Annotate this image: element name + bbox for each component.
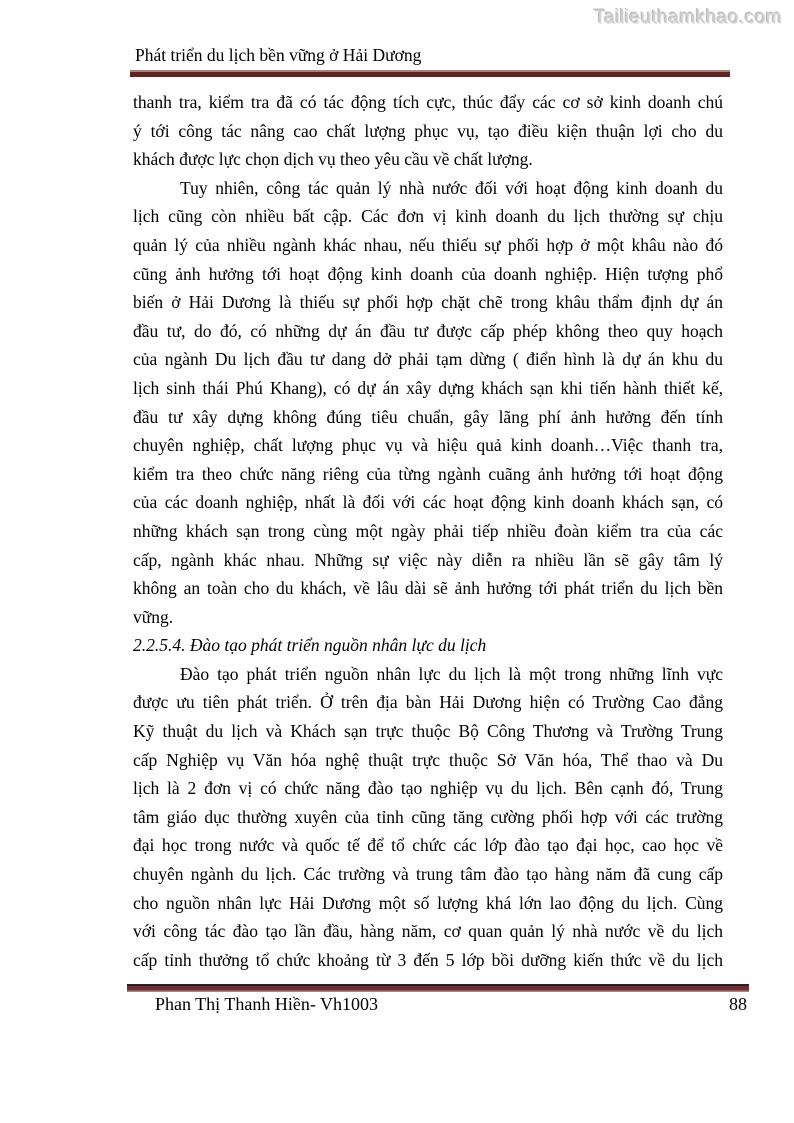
text-line: khách được lực chọn dịch vụ theo yêu cầu về chất lượng.: [133, 149, 533, 170]
text-line: đầu tư xây dựng không đúng tiêu chuẩn, gây lãng phí ảnh hưởng đến tính: [133, 406, 723, 427]
text-line: chuyên nghiệp, chất lượng phục vụ và hiệu quả kinh doanh…Việc thanh tra,: [133, 435, 723, 456]
text-line: thanh tra, kiểm tra đã có tác động tích cực, thúc đẩy các cơ sở kinh doanh chú: [133, 92, 723, 112]
text-line: với công tác đào tạo lần đầu, hàng năm, cơ quan quản lý nhà nước về du lịch: [133, 921, 723, 942]
text-line: Đào tạo phát triển nguồn nhân lực du lịch là một trong những lĩnh vực: [180, 663, 723, 684]
section-heading: 2.2.5.4. Đào tạo phát triển nguồn nhân lực du lịch: [133, 635, 487, 656]
footer-rule-divider: [127, 984, 749, 992]
text-line: cấp, ngành khác nhau. Những sự việc này diễn ra nhiều lần sẽ gây tâm lý: [133, 549, 723, 570]
page-header-title: Phát triển du lịch bền vững ở Hải Dương: [135, 45, 422, 65]
paragraph: [133, 88, 723, 174]
text-line: quản lý của nhiều ngành khác nhau, nếu thiếu sự phối hợp ở một khâu nào đó: [133, 234, 723, 255]
text-line: biến ở Hải Dương là thiếu sự phối hợp chặt chẽ trong khâu thẩm định dự án: [133, 292, 723, 313]
text-line: của các doanh nghiệp, nhất là đối với các hoạt động kinh doanh khách sạn, có: [133, 492, 723, 513]
text-line: những khách sạn trong cùng một ngày phải tiếp nhiều đoàn kiểm tra của các: [133, 520, 723, 541]
footer-author: Phan Thị Thanh Hiền- Vh1003: [155, 994, 378, 1014]
text-line: được ưu tiên phát triển. Ở trên địa bàn Hải Dương hiện có Trường Cao đẳng: [133, 692, 723, 713]
text-line: tâm giáo dục thường xuyên của tỉnh cũng tăng cường phối hợp với các trường: [133, 806, 723, 827]
text-line: cũng ảnh hưởng tới hoạt động kinh doanh của doanh nghiệp. Hiện tượng phổ: [133, 263, 723, 284]
paragraph: [133, 174, 723, 632]
text-line: của ngành Du lịch đầu tư dang dở phải tạm dừng ( điển hình là dự án khu du: [133, 349, 723, 370]
text-line: cấp Nghiệp vụ Văn hóa nghệ thuật trực thuộc Sở Văn hóa, Thể thao và Du: [133, 749, 723, 770]
paragraph: [133, 660, 723, 975]
text-line: ý tới công tác nâng cao chất lượng phục vụ, tạo điều kiện thuận lợi cho du: [133, 120, 723, 141]
text-line: lịch cũng còn nhiều bất cập. Các đơn vị kinh doanh du lịch thường sự chịu: [133, 206, 723, 227]
text-line: Kỹ thuật du lịch và Khách sạn trực thuộc Bộ Công Thương và Trường Trung: [133, 721, 723, 742]
text-line: vững.: [133, 606, 174, 627]
text-line: cho nguồn nhân lực Hải Dương một số lượng khá lớn lao động du lịch. Cùng: [133, 892, 723, 913]
watermark: Tailieuthamkhao.com: [594, 7, 782, 28]
document-body: [133, 88, 723, 974]
text-line: kiểm tra theo chức năng riêng của từng ngành cuãng ảnh hưởng tới hoạt động: [133, 463, 723, 484]
text-line: lịch là 2 đơn vị có chức năng đào tạo nghiệp vụ du lịch. Bên cạnh đó, Trung: [133, 778, 723, 799]
header-rule-divider: [130, 70, 730, 77]
text-line: đại học trong nước và quốc tế để tổ chức các lớp đào tạo đại học, cao học về: [133, 835, 723, 856]
text-line: đầu tư, do đó, có những dự án đầu tư được cấp phép không theo quy hoạch: [133, 320, 723, 341]
text-line: chuyên ngành du lịch. Các trường và trung tâm đào tạo hàng năm đã cung cấp: [133, 864, 723, 885]
text-line: cấp tỉnh thưởng tổ chức khoảng từ 3 đến 5 lớp bồi dưỡng kiến thức về du lịch: [133, 949, 723, 970]
page-number: 88: [729, 994, 747, 1014]
text-line: lịch sinh thái Phú Khang), có dự án xây dựng khách sạn khi tiến hành thiết kế,: [133, 377, 723, 398]
text-line: Tuy nhiên, công tác quản lý nhà nước đối với hoạt động kinh doanh du: [180, 177, 723, 198]
page-footer: [133, 994, 747, 1015]
text-line: không an toàn cho du khách, về lâu dài sẽ ảnh hưởng tới phát triển du lịch bền: [133, 578, 723, 599]
